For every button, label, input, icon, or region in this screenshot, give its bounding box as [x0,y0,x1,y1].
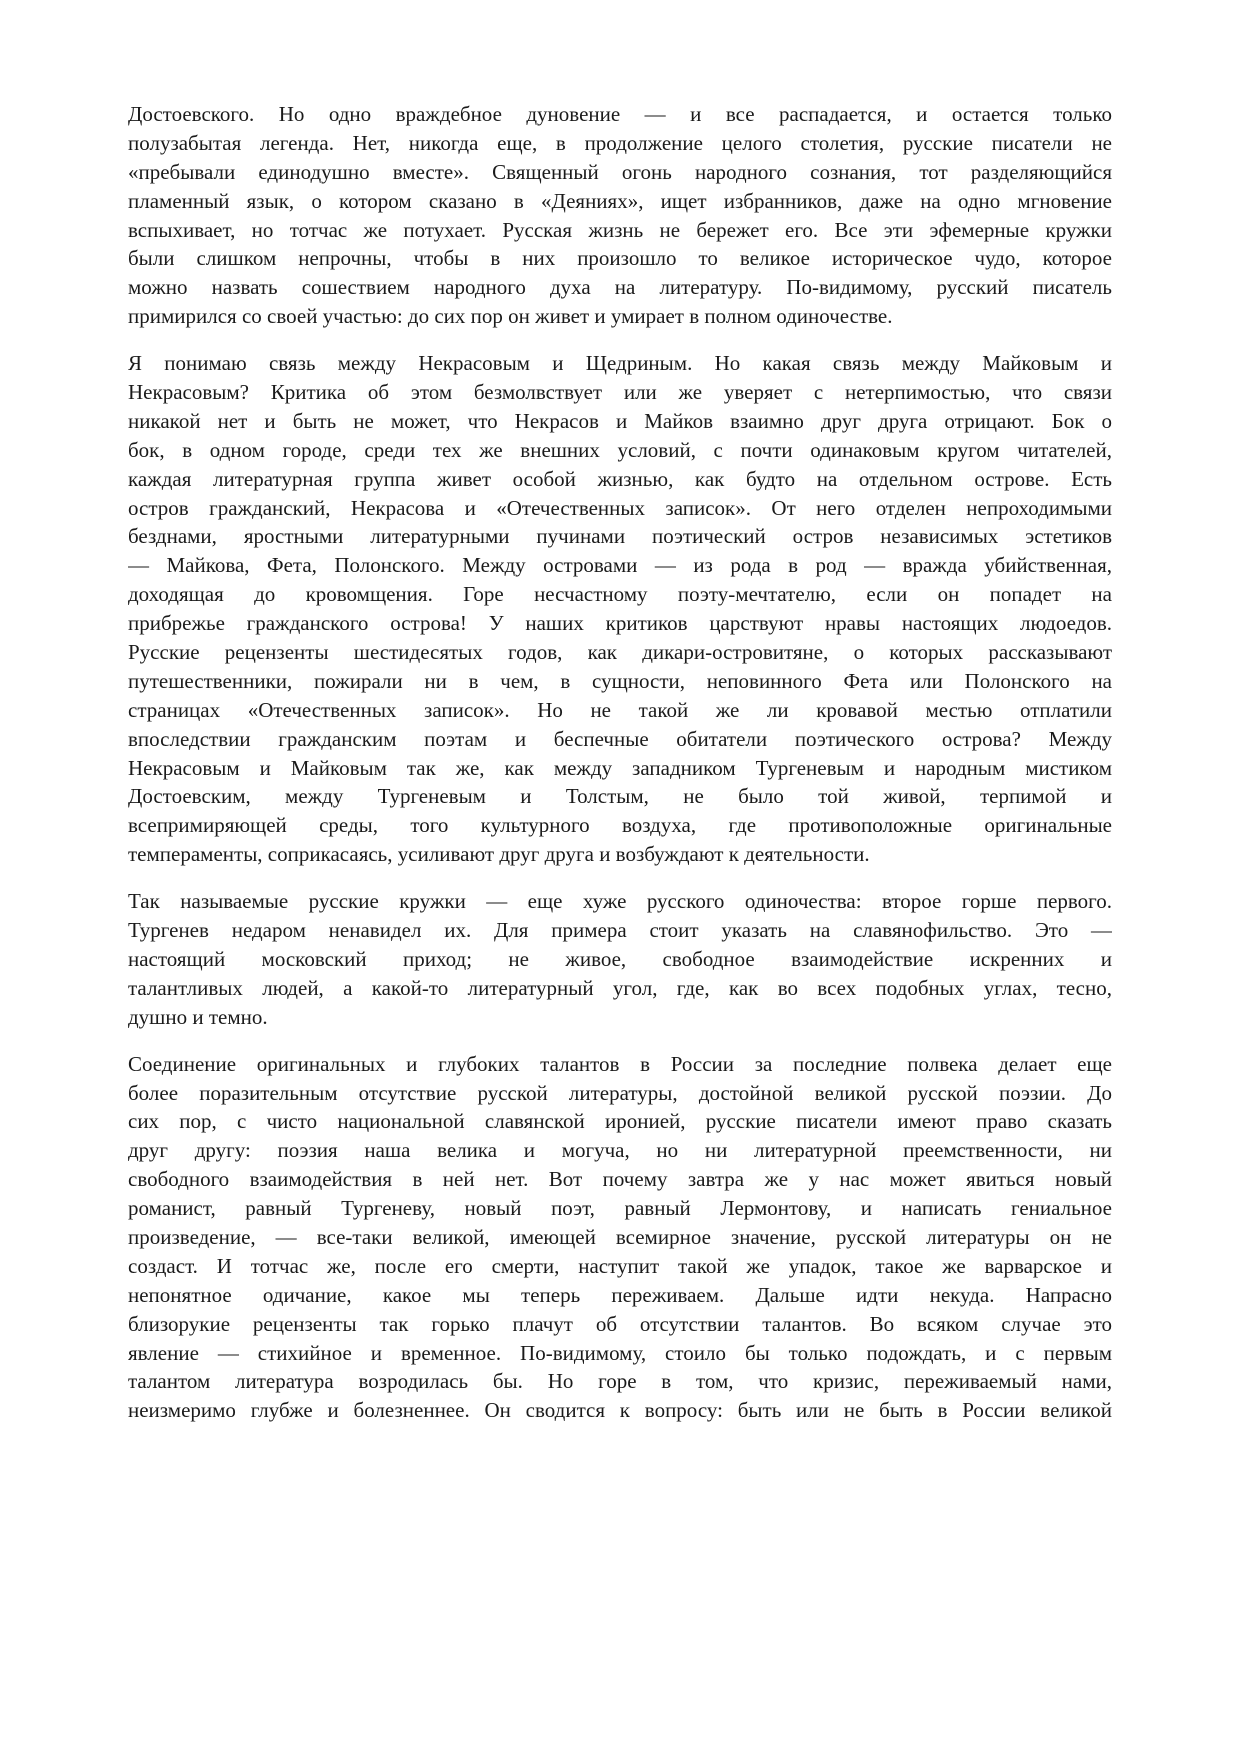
text-line: доходящая до кровомщения. Горе несчастному поэту-мечтателю, если он попадет на [128,582,1112,607]
text-line: полузабытая легенда. Нет, никогда еще, в продолжение целого столетия, русские писатели не [128,130,1112,155]
text-line: Я понимаю связь между Некрасовым и Щедриным. Но какая связь между Майковым и [128,351,1112,376]
text-line: Тургенев недаром ненавидел их. Для примера стоит указать на славянофильство. Это — [128,918,1112,943]
text-line: свободного взаимодействия в ней нет. Вот почему завтра же у нас может явиться новый [128,1167,1112,1192]
paragraph [128,887,1112,1031]
text-line: никакой нет и быть не может, что Некрасов и Майков взаимно друг друга отрицают. Бок о [128,408,1112,433]
text-line: близорукие рецензенты так горько плачут об отсутствии талантов. Во всяком случае это [128,1311,1112,1336]
paragraph [128,349,1112,869]
text-line: впоследствии гражданским поэтам и беспечные обитатели поэтического острова? Между [128,726,1112,751]
text-line: прибрежье гражданского острова! У наших критиков царствуют нравы настоящих людоедов. [128,611,1112,636]
text-line: вспыхивает, но тотчас же потухает. Русская жизнь не бережет его. Все эти эфемерные кружки [128,217,1112,242]
text-line: «пребывали единодушно вместе». Священный огонь народного сознания, тот разделяющийся [128,159,1112,184]
text-line: неизмеримо глубже и болезненнее. Он сводится к вопросу: быть или не быть в России великой [128,1398,1112,1423]
text-line: произведение, — все-таки великой, имеющей всемирное значение, русской литературы он не [128,1224,1112,1249]
paragraph [128,100,1112,331]
document-page [128,100,1112,1443]
text-line: страницах «Отечественных записок». Но не такой же ли кровавой местью отплатили [128,697,1112,722]
text-line: пламенный язык, о котором сказано в «Деяниях», ищет избранников, даже на одно мгновение [128,188,1112,213]
text-line: бок, в одном городе, среди тех же внешних условий, с почти одинаковым кругом читателей, [128,437,1112,462]
text-line: Некрасовым? Критика об этом безмолвствует или же уверяет с нетерпимостью, что связи [128,380,1112,405]
text-line: примирился со своей участью: до сих пор он живет и умирает в полном одиночестве. [128,304,893,329]
text-line: создаст. И тотчас же, после его смерти, наступит такой же упадок, такое же варварское и [128,1253,1112,1278]
text-line: сих пор, с чисто национальной славянской иронией, русские писатели имеют право сказать [128,1109,1112,1134]
text-line: остров гражданский, Некрасова и «Отечественных записок». От него отделен непроходимыми [128,495,1112,520]
text-line: темпераменты, соприкасаясь, усиливают друг друга и возбуждают к деятельности. [128,842,870,867]
text-line: Некрасовым и Майковым так же, как между западником Тургеневым и народным мистиком [128,755,1112,780]
text-line: безднами, яростными литературными пучинами поэтический остров независимых эстетиков [128,524,1112,549]
text-line: путешественники, пожирали ни в чем, в сущности, неповинного Фета или Полонского на [128,668,1112,693]
text-line: более поразительным отсутствие русской литературы, достойной великой русской поэзии. До [128,1080,1112,1105]
text-line: настоящий московский приход; не живое, свободное взаимодействие искренних и [128,946,1112,971]
text-line: романист, равный Тургеневу, новый поэт, равный Лермонтову, и написать гениальное [128,1196,1112,1221]
text-line: можно назвать сошествием народного духа на литературу. По-видимому, русский писатель [128,275,1112,300]
text-line: всепримиряющей среды, того культурного воздуха, где противоположные оригинальные [128,813,1112,838]
text-line: душно и темно. [128,1004,268,1029]
text-line: — Майкова, Фета, Полонского. Между островами — из рода в род — вражда убийственная, [128,553,1112,578]
text-line: Соединение оригинальных и глубоких талантов в России за последние полвека делает еще [128,1051,1112,1076]
text-line: были слишком непрочны, чтобы в них произошло то великое историческое чудо, которое [128,246,1112,271]
text-line: Так называемые русские кружки — еще хуже русского одиночества: второе горше первого. [128,889,1112,914]
text-line: Русские рецензенты шестидесятых годов, как дикари-островитяне, о которых рассказывают [128,640,1112,665]
text-line: непонятное одичание, какое мы теперь переживаем. Дальше идти некуда. Напрасно [128,1282,1112,1307]
text-line: Достоевским, между Тургеневым и Толстым, не было той живой, терпимой и [128,784,1112,809]
text-line: талантливых людей, а какой-то литературный угол, где, как во всех подобных углах, тесно, [128,975,1112,1000]
text-line: талантом литература возродилась бы. Но горе в том, что кризис, переживаемый нами, [128,1369,1112,1394]
paragraph [128,1050,1112,1426]
text-line: Достоевского. Но одно враждебное дуновение — и все распадается, и остается только [128,102,1112,126]
text-line: друг другу: поэзия наша велика и могуча, но ни литературной преемственности, ни [128,1138,1112,1163]
text-line: явление — стихийное и временное. По-видимому, стоило бы только подождать, и с первым [128,1340,1112,1365]
text-line: каждая литературная группа живет особой жизнью, как будто на отдельном острове. Есть [128,466,1112,491]
